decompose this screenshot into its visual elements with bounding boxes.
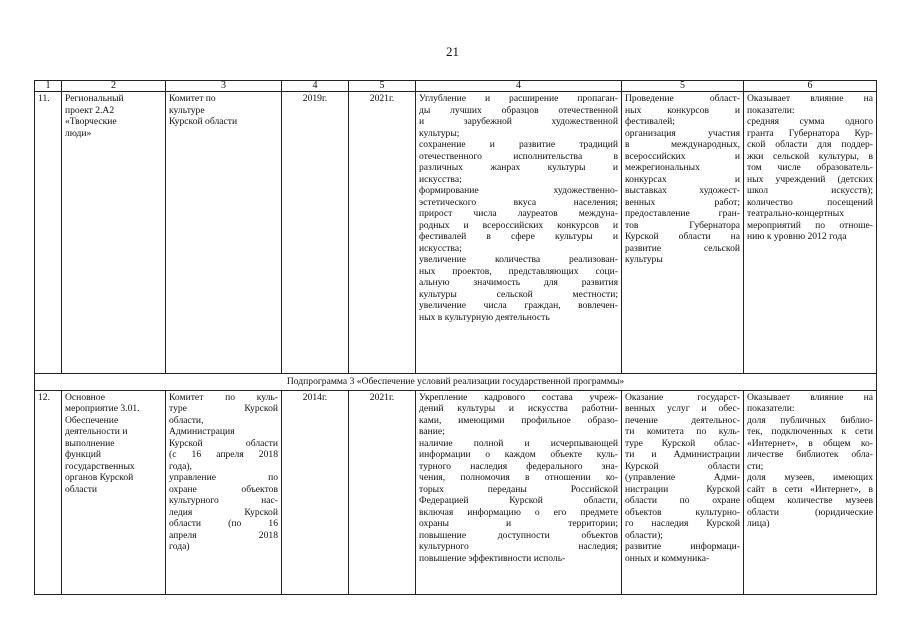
text-line: Курской области	[169, 116, 238, 127]
text-line: турного наследия федерального зна-	[419, 460, 618, 472]
text-line: области,	[169, 414, 204, 426]
text-line: ных в культурную деятельность	[419, 311, 550, 323]
text-line: года)	[169, 541, 190, 552]
row-number: 12.	[35, 390, 62, 594]
table-row	[35, 390, 877, 594]
text-line: сти;	[747, 460, 764, 472]
text-line: ской области для поддер-	[747, 139, 873, 150]
text-line: ных конкурсов и	[625, 104, 740, 116]
column-number: 1	[35, 81, 62, 92]
subprogram-row	[35, 374, 877, 391]
text-line: Курской области на	[625, 231, 740, 242]
executor-cell	[166, 390, 282, 594]
text-line: печение деятельнос-	[625, 414, 740, 426]
table-row	[35, 92, 877, 374]
expected-result-cell	[416, 92, 622, 374]
text-line: выполнение	[65, 437, 115, 449]
text-line: Администрация	[169, 426, 235, 437]
project-name-cell	[62, 390, 166, 594]
column-number: 5	[349, 81, 416, 92]
impact-cell	[744, 390, 877, 594]
end-year: 2021г.	[349, 92, 416, 374]
text-line: средняя сумма одного	[747, 116, 873, 127]
text-line: туре Курской	[169, 403, 278, 414]
text-line: театрально-концертных	[747, 208, 845, 219]
text-line: личестве библиотек обла-	[747, 449, 873, 460]
project-name-cell	[62, 92, 166, 374]
text-line: охране объектов	[169, 483, 278, 495]
column-number: 2	[62, 81, 166, 92]
text-line: культуры;	[419, 127, 460, 139]
text-line: культурного нас-	[169, 495, 278, 506]
text-line: сайт в сети «Интернет», в	[747, 483, 873, 495]
text-line: в международных,	[625, 139, 740, 150]
text-line: области (юридические	[747, 506, 873, 518]
text-line: (управление Адми-	[625, 472, 740, 483]
text-line: формирование художественно-	[419, 185, 618, 196]
text-line: (с 16 апреля 2018	[169, 449, 278, 460]
column-number-row	[35, 81, 877, 92]
text-line: деятельности и	[65, 426, 128, 437]
column-number: 6	[744, 81, 877, 92]
text-line: выставках художест-	[625, 185, 740, 196]
text-line: объектов культурно-	[625, 506, 740, 518]
text-line: нию к уровню 2012 года	[747, 231, 847, 242]
text-line: Комитет по куль-	[169, 391, 278, 403]
text-line: органов Курской	[65, 472, 134, 483]
text-line: ледия Курской	[169, 506, 278, 518]
text-line: государственных	[65, 460, 135, 472]
text-line: ды лучших образцов отечественной	[419, 104, 618, 116]
start-year: 2014г.	[282, 390, 349, 594]
text-line: общем количестве музеев	[747, 495, 873, 506]
text-line: Оказывает влияние на	[747, 391, 873, 403]
text-line: показатели:	[747, 104, 795, 116]
text-line: дений культуры и искусства работни-	[419, 403, 618, 414]
activities-cell	[622, 390, 744, 594]
text-line: отечественного исполнительства в	[419, 150, 618, 162]
text-line: Федерацией Курской области,	[419, 495, 618, 506]
text-line: развитие информаци-	[625, 541, 740, 552]
text-line: онных и коммуника-	[625, 552, 710, 564]
text-line: количество посещений	[747, 196, 873, 208]
text-line: Основное	[65, 391, 105, 403]
text-line: том числе образователь-	[747, 162, 873, 173]
text-line: увеличение количества реализован-	[419, 254, 618, 265]
text-line: доля публичных библио-	[747, 414, 873, 426]
text-line: «Творческие	[65, 116, 117, 127]
text-line: туре Курской облас-	[625, 437, 740, 449]
text-line: апреля 2018	[169, 529, 278, 541]
text-line: люди»	[65, 127, 92, 139]
text-line: школ искусств);	[747, 185, 873, 196]
text-line: сохранение и развитие традиций	[419, 139, 618, 150]
column-number: 4	[416, 81, 622, 92]
text-line: включая информацию о его предмете	[419, 506, 618, 518]
start-year: 2019г.	[282, 92, 349, 374]
text-line: Углубление и расширение пропаган-	[419, 93, 618, 104]
text-line: функций	[65, 449, 101, 460]
text-line: альную значимость для развития	[419, 277, 618, 288]
text-line: нистрации Курской	[625, 483, 740, 495]
text-line: культуры	[625, 254, 663, 265]
subprogram-title: Подпрограмма 3 «Обеспечение условий реализации государственной программы»	[35, 374, 877, 391]
text-line: области по охране	[625, 495, 740, 506]
text-line: жки сельской культуры, в	[747, 150, 873, 162]
text-line: «Интернет», в общем ко-	[747, 437, 873, 449]
text-line: фестивалей;	[625, 116, 675, 127]
text-line: увеличение числа граждан, вовлечен-	[419, 300, 618, 311]
text-line: культуре	[169, 104, 205, 116]
text-line: повышение эффективности исполь-	[419, 552, 566, 564]
text-line: ками, имеющими профильное образо-	[419, 414, 618, 426]
text-line: тек, подключенных к сети	[747, 426, 873, 437]
text-line: Проведение област-	[625, 93, 740, 104]
text-line: гранта Губернатора Кур-	[747, 127, 873, 139]
text-line: предоставление гран-	[625, 208, 740, 219]
text-line: ных проектов, представляющих соци-	[419, 265, 618, 277]
text-line: области	[65, 483, 98, 495]
text-line: Обеспечение	[65, 414, 119, 426]
text-line: доля музеев, имеющих	[747, 472, 873, 483]
text-line: венных услуг и обес-	[625, 403, 740, 414]
text-line: венных работ;	[625, 196, 740, 208]
page-number: 21	[446, 44, 459, 59]
program-table	[34, 80, 877, 595]
executor-cell	[166, 92, 282, 374]
text-line: проект 2.А2	[65, 104, 115, 116]
text-line: управление по	[169, 472, 278, 483]
text-line: организация участия	[625, 127, 740, 139]
text-line: го наследия Курской	[625, 518, 740, 529]
impact-cell	[744, 92, 877, 374]
text-line: эстетического вкуса населения;	[419, 196, 618, 208]
text-line: области);	[625, 529, 663, 541]
text-line: ти комитета по куль-	[625, 426, 740, 437]
text-line: Курской области	[625, 460, 740, 472]
text-line: прирост числа лауреатов междуна-	[419, 208, 618, 219]
text-line: Оказывает влияние на	[747, 93, 873, 104]
text-line: года),	[169, 460, 192, 472]
end-year: 2021г.	[349, 390, 416, 594]
text-line: конкурсах и	[625, 173, 740, 185]
column-number: 3	[166, 81, 282, 92]
text-line: охраны и территории;	[419, 518, 618, 529]
text-line: и зарубежной художественной	[419, 116, 618, 127]
text-line: Укрепление кадрового состава учреж-	[419, 391, 618, 403]
text-line: Региональный	[65, 93, 124, 104]
text-line: вание;	[419, 426, 445, 437]
text-line: области (по 16	[169, 518, 278, 529]
text-line: межрегиональных	[625, 162, 700, 173]
text-line: Комитет по	[169, 93, 216, 104]
column-number: 4	[282, 81, 349, 92]
activities-cell	[622, 92, 744, 374]
text-line: мероприятий по отноше-	[747, 219, 873, 231]
text-line: Оказание государст-	[625, 391, 740, 403]
text-line: различных жанрах культуры и	[419, 162, 618, 173]
text-line: культуры сельской местности;	[419, 288, 618, 300]
text-line: ти и Администрации	[625, 449, 740, 460]
text-line: Курской области	[169, 437, 278, 449]
expected-result-cell	[416, 390, 622, 594]
row-number: 11.	[35, 92, 62, 374]
text-line: ных учреждений (детских	[747, 173, 873, 185]
text-line: искусства;	[419, 242, 462, 254]
text-line: наличие полной и исчерпывающей	[419, 437, 618, 449]
text-line: тов Губернатора	[625, 219, 740, 231]
text-line: фестивалей в сфере культуры и	[419, 231, 618, 242]
column-number: 5	[622, 81, 744, 92]
text-line: лица)	[747, 518, 770, 529]
text-line: мероприятие 3.01.	[65, 403, 140, 414]
text-line: развитие сельской	[625, 242, 740, 254]
text-line: всероссийских и	[625, 150, 740, 162]
text-line: повышение доступности объектов	[419, 529, 618, 541]
text-line: культурного наследия;	[419, 541, 618, 552]
text-line: искусства;	[419, 173, 462, 185]
text-line: торых переданы Российской	[419, 483, 618, 495]
text-line: информации о каждом объекте куль-	[419, 449, 618, 460]
text-line: показатели:	[747, 403, 795, 414]
text-line: чения, полномочия в отношении ко-	[419, 472, 618, 483]
text-line: родных и всероссийских конкурсов и	[419, 219, 618, 231]
